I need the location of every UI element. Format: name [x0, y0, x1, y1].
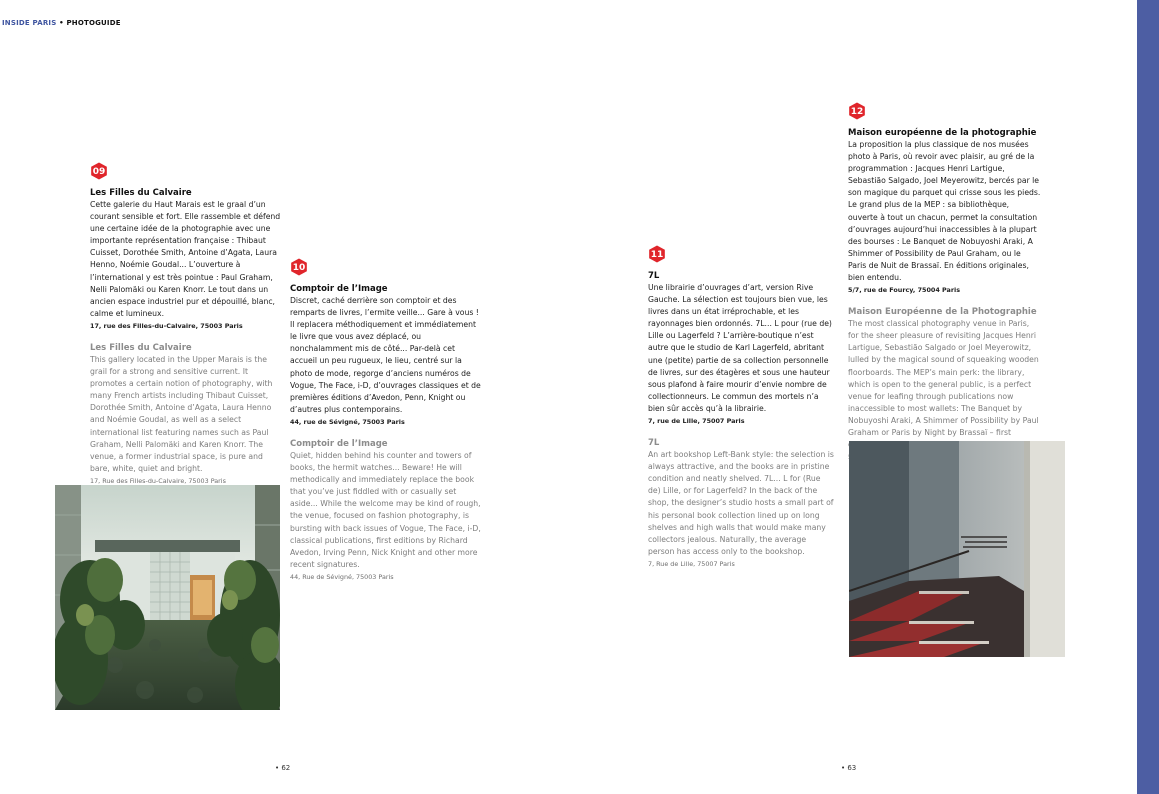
entry-address: 7, rue de Lille, 75007 Paris: [648, 417, 745, 426]
number-badge-icon: [90, 162, 108, 180]
entry-text-en: The most classical photography venue in Paris, for the sheer pleasure of revisiting Jacques Henri Lartigue, Sebastião Salgado or Joel Meyerowitz, lulled by the magical sound of squeaking wooden floorboards. The MEP’s main perk: the library, which is open to the general public, is a perfect venue for leafing through publications now inaccessible to most wallets: The Banquet by Nobuyoshi Araki, A Shimmer of Possibility by Paul Graham or Paris by Night by Brassaï – first: [848, 319, 1039, 437]
entry-title-en: Comptoir de l’Image: [290, 438, 388, 449]
entry-title: Les Filles du Calvaire: [90, 188, 192, 198]
entry-text-en: An art bookshop Left-Bank style: the selection is always attractive, and the books are in pristine condition and neatly shelved. 7L... L for (Rue de) Lille, or for Lagerfeld? In the back of the shop, the designer’s studio hosts a small part of his personal book collection lined up on long shelves and high walls that would make many collectors jealous. Naturally, the average person has access only to the bookshop.: [648, 450, 834, 556]
entry-10: [290, 258, 482, 583]
badge-number: 09: [92, 167, 106, 178]
entry-12: [848, 102, 1041, 463]
badge-number: 10: [292, 263, 306, 274]
entry-address: 44, rue de Sévigné, 75003 Paris: [290, 417, 405, 426]
entry-address: 17, rue des Filles-du-Calvaire, 75003 Paris: [90, 321, 243, 330]
section-name: INSIDE PARIS: [2, 19, 57, 27]
staircase-image: [849, 441, 1065, 657]
page-number-left: • 62: [275, 764, 291, 772]
entry-title-en: 7L: [648, 438, 660, 449]
running-header: [2, 19, 121, 27]
entry-title-en: Les Filles du Calvaire: [90, 342, 192, 353]
entry-title: 7L: [648, 271, 660, 281]
entry-11: [648, 245, 834, 570]
courtyard-image: [55, 485, 280, 710]
entry-text-en: Quiet, hidden behind his counter and towers of books, the hermit watches... Beware! He will methodically and immediately replace the book that you’ve just fiddled with or casually set aside... While the welcome may be kind of rough, the venue, focused on fashion photography, is bursting with back issues of Vogue, The Face, i-D, classical publications, first editions by Richard Avedon, Irving Penn, Nick Knight and other more recent signatures.: [290, 450, 481, 569]
entry-title: Maison européenne de la photographie: [848, 128, 1037, 138]
entry-address-en: 7, Rue de Lille, 75007 Paris: [648, 559, 735, 568]
entry-address: 5/7, rue de Fourcy, 75004 Paris: [848, 286, 961, 295]
badge-number: 12: [850, 107, 864, 118]
photo-courtyard: [55, 485, 280, 710]
entry-title-en: Maison Européenne de la Photographie: [848, 307, 1037, 318]
header-separator: •: [56, 19, 67, 27]
page-number-right: • 63: [841, 764, 857, 772]
entry-title: Comptoir de l’Image: [290, 284, 388, 294]
entry-address-en: 44, Rue de Sévigné, 75003 Paris: [290, 572, 394, 581]
page-edge-bar: [1137, 0, 1159, 794]
number-badge-icon: [648, 245, 666, 263]
entry-text-fr: La proposition la plus classique de nos musées photo à Paris, où revoir avec plaisir, au gré de la programmation : Jacques Henri Lartigue, Sebastião Salgado, Joel Meyerowitz, bercés par le son magique du parquet qui crisse sous les pieds. Le grand plus de la MEP : sa bibliothèque, ouverte à tout un chacun, permet la consultation d’ouvrages aujourd’hui inaccessibles à la plupart des bourses : Le Banquet de Nobuyoshi Araki, A Shimmer of Possibility de Paul Graham, ou le Paris de Nuit de Brassaï. En éditions originales, bien entendu.: [848, 140, 1041, 283]
guide-name: PHOTOGUIDE: [66, 19, 121, 27]
entry-address-en: 17, Rue des Filles-du-Calvaire, 75003 Paris: [90, 476, 226, 485]
number-badge-icon: [290, 258, 308, 276]
number-badge-icon: [848, 102, 866, 120]
entry-text-fr: Cette galerie du Haut Marais est le graal d’un courant sensible et fort. Elle rassemble et défend une certaine idée de la photographie avec une importante représentation française : Thibaut Cuisset, Dorothée Smith, Antoine d’Agata, Laura Henno, Noémie Goudal... L’ouverture à l’international y est très pointue : Paul Graham, Nelli Palomäki ou Karen Knorr. Le tout dans un ancien espace industriel pur et dépouillé, blanc, calme et lumineux.: [90, 200, 281, 318]
entry-09: [90, 162, 282, 487]
badge-number: 11: [650, 250, 664, 261]
entry-text-fr: Discret, caché derrière son comptoir et des remparts de livres, l’ermite veille... Gare à vous ! Il replacera méthodiquement et immédiatement le livre que vous avez déplacé, ou nonchalamment mis de côté... Par-delà cet accueil un peu rugueux, le lieu, centré sur la photo de mode, regorge d’anciens numéros de Vogue, The Face, i-D, d’ouvrages classiques et de premières éditions d’Avedon, Penn, Knight ou d’autres plus contemporains.: [290, 296, 481, 414]
photo-staircase: [849, 441, 1065, 657]
entry-text-en: This gallery located in the Upper Marais is the grail for a strong and sensitive current. It promotes a certain notion of photography, with many French artists including Thibaut Cuisset, Dorothée Smith, Antoine d’Agata, Laura Henno and Noémie Goudal, as well as a select international list featuring names such as Paul Graham, Nelli Palomäki and Karen Knorr. The venue, a former industrial space, is pure and bare, white, quiet and bright.: [90, 354, 273, 473]
entry-text-fr: Une librairie d’ouvrages d’art, version Rive Gauche. La sélection est toujours bien vue, les livres dans un état irréprochable, et les rayonnages bien ordonnés. 7L... L pour (rue de) Lille ou Lagerfeld ? L’arrière-boutique n’est autre que le studio de Karl Lagerfeld, abritant une (petite) partie de sa collection personnelle de livres, sur des étagères et sous une hauteur sous plafond à faire mourir d’envie nombre de collectionneurs. Le commun des mortels n’a bien sûr accès qu’à la librairie.: [648, 283, 832, 413]
